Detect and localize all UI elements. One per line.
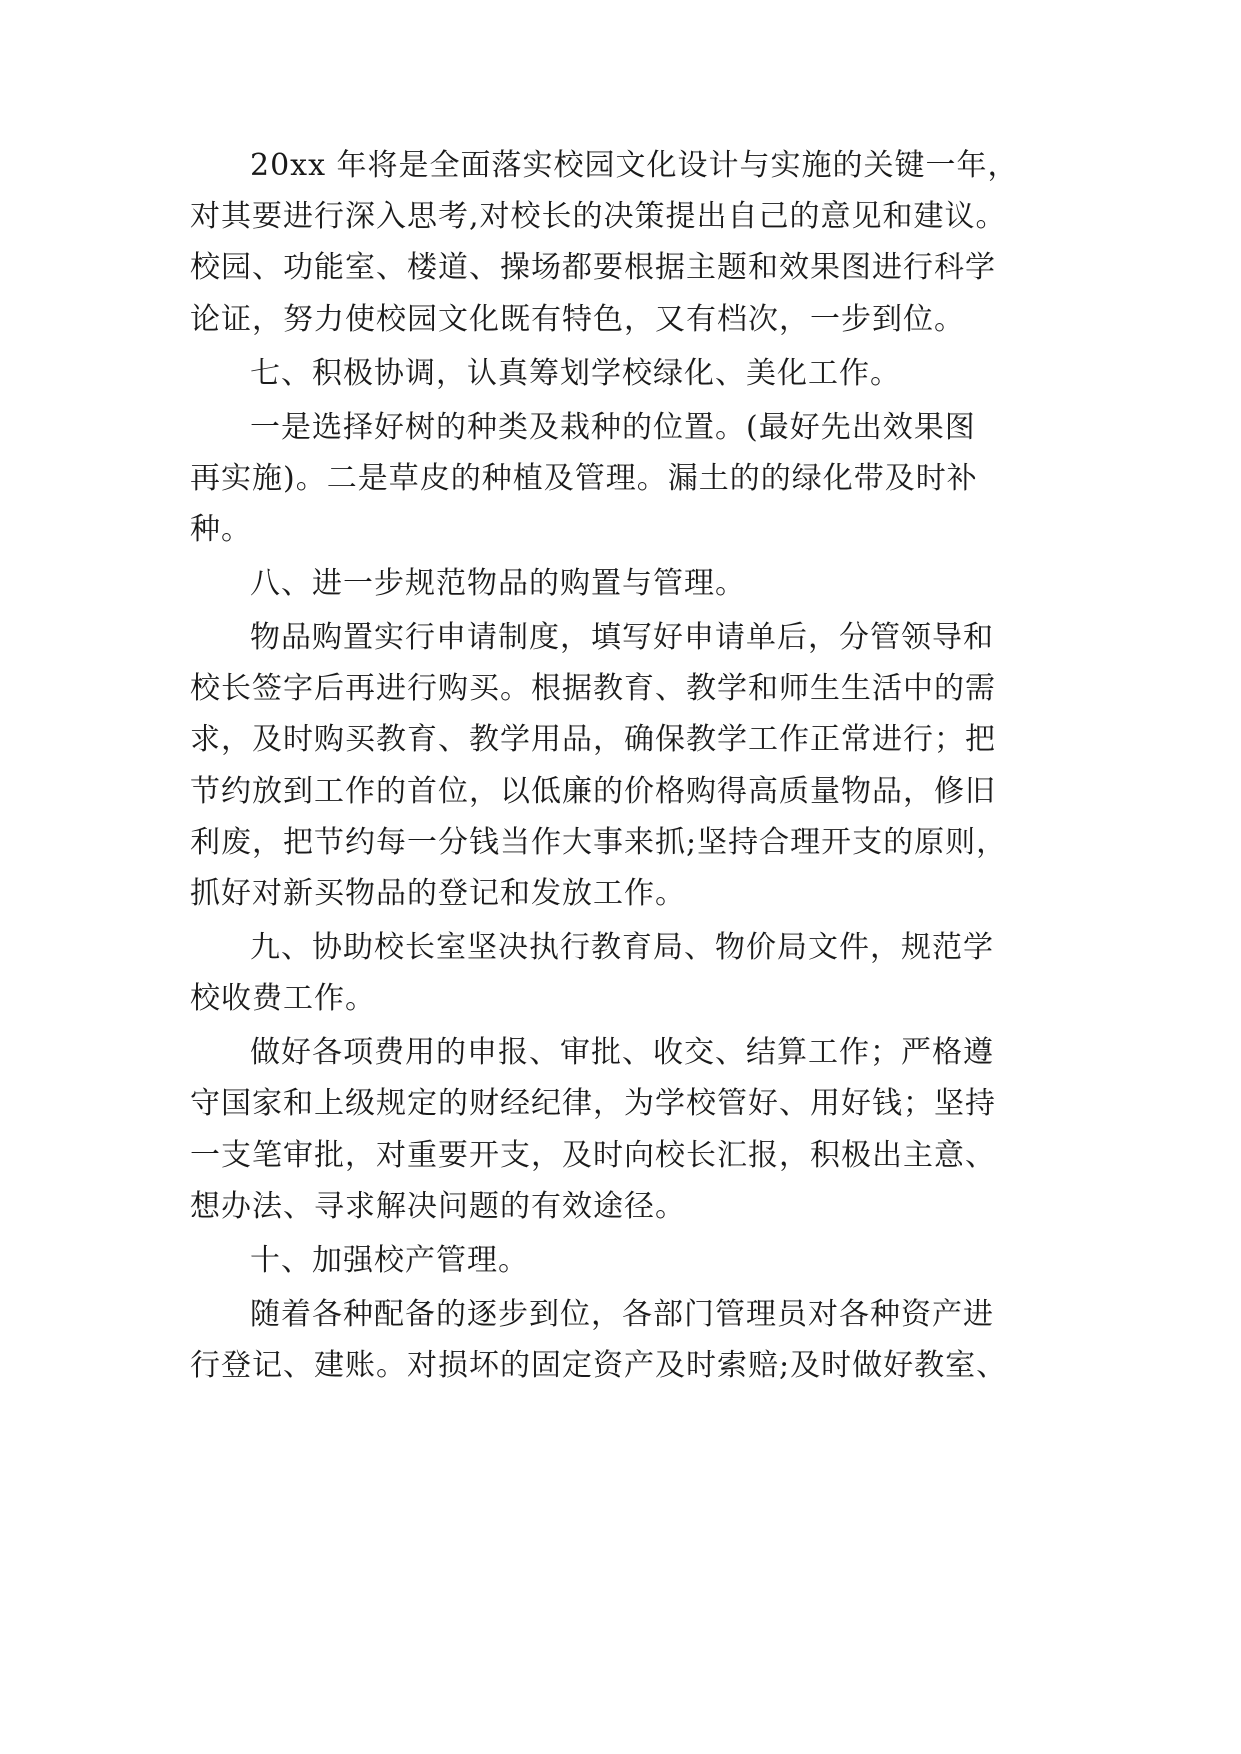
paragraph-line: 行登记、建账。对损坏的固定资产及时索赔;及时做好教室、 <box>190 1348 1008 1383</box>
paragraph-line: 再实施)。二是草皮的种植及管理。漏土的的绿化带及时补 <box>190 461 978 496</box>
paragraph-line: 20xx 年将是全面落实校园文化设计与实施的关键一年， <box>250 148 1019 183</box>
paragraph-line: 校长签字后再进行购买。根据教育、教学和师生生活中的需 <box>190 671 996 706</box>
paragraph-line: 论证，努力使校园文化既有特色，又有档次，一步到位。 <box>190 302 965 337</box>
section-heading: 九、协助校长室坚决执行教育局、物价局文件，规范学 <box>250 930 994 965</box>
paragraph-line: 校园、功能室、楼道、操场都要根据主题和效果图进行科学 <box>190 250 996 285</box>
paragraph-line: 一是选择好树的种类及栽种的位置。(最好先出效果图 <box>250 410 976 445</box>
paragraph-line: 节约放到工作的首位，以低廉的价格购得高质量物品，修旧 <box>190 774 996 809</box>
paragraph-line: 种。 <box>190 512 252 547</box>
section-heading: 七、积极协调，认真筹划学校绿化、美化工作。 <box>250 356 901 391</box>
paragraph-line: 求，及时购买教育、教学用品，确保教学工作正常进行；把 <box>190 722 996 757</box>
paragraph-line: 利废，把节约每一分钱当作大事来抓;坚持合理开支的原则， <box>190 825 1008 860</box>
section-heading: 八、进一步规范物品的购置与管理。 <box>250 566 746 601</box>
paragraph-line: 抓好对新买物品的登记和发放工作。 <box>190 876 686 911</box>
paragraph-line: 想办法、寻求解决问题的有效途径。 <box>190 1189 686 1224</box>
section-heading: 十、加强校产管理。 <box>250 1243 529 1278</box>
paragraph-line: 一支笔审批，对重要开支，及时向校长汇报，积极出主意、 <box>190 1138 996 1173</box>
paragraph-line: 物品购置实行申请制度，填写好申请单后，分管领导和 <box>250 620 994 655</box>
paragraph-line: 对其要进行深入思考,对校长的决策提出自己的意见和建议。 <box>190 199 1007 234</box>
paragraph-line: 守国家和上级规定的财经纪律，为学校管好、用好钱；坚持 <box>190 1086 996 1121</box>
section-heading-continued: 校收费工作。 <box>190 981 376 1016</box>
paragraph-line: 做好各项费用的申报、审批、收交、结算工作；严格遵 <box>250 1035 994 1070</box>
paragraph-line: 随着各种配备的逐步到位，各部门管理员对各种资产进 <box>250 1297 994 1332</box>
